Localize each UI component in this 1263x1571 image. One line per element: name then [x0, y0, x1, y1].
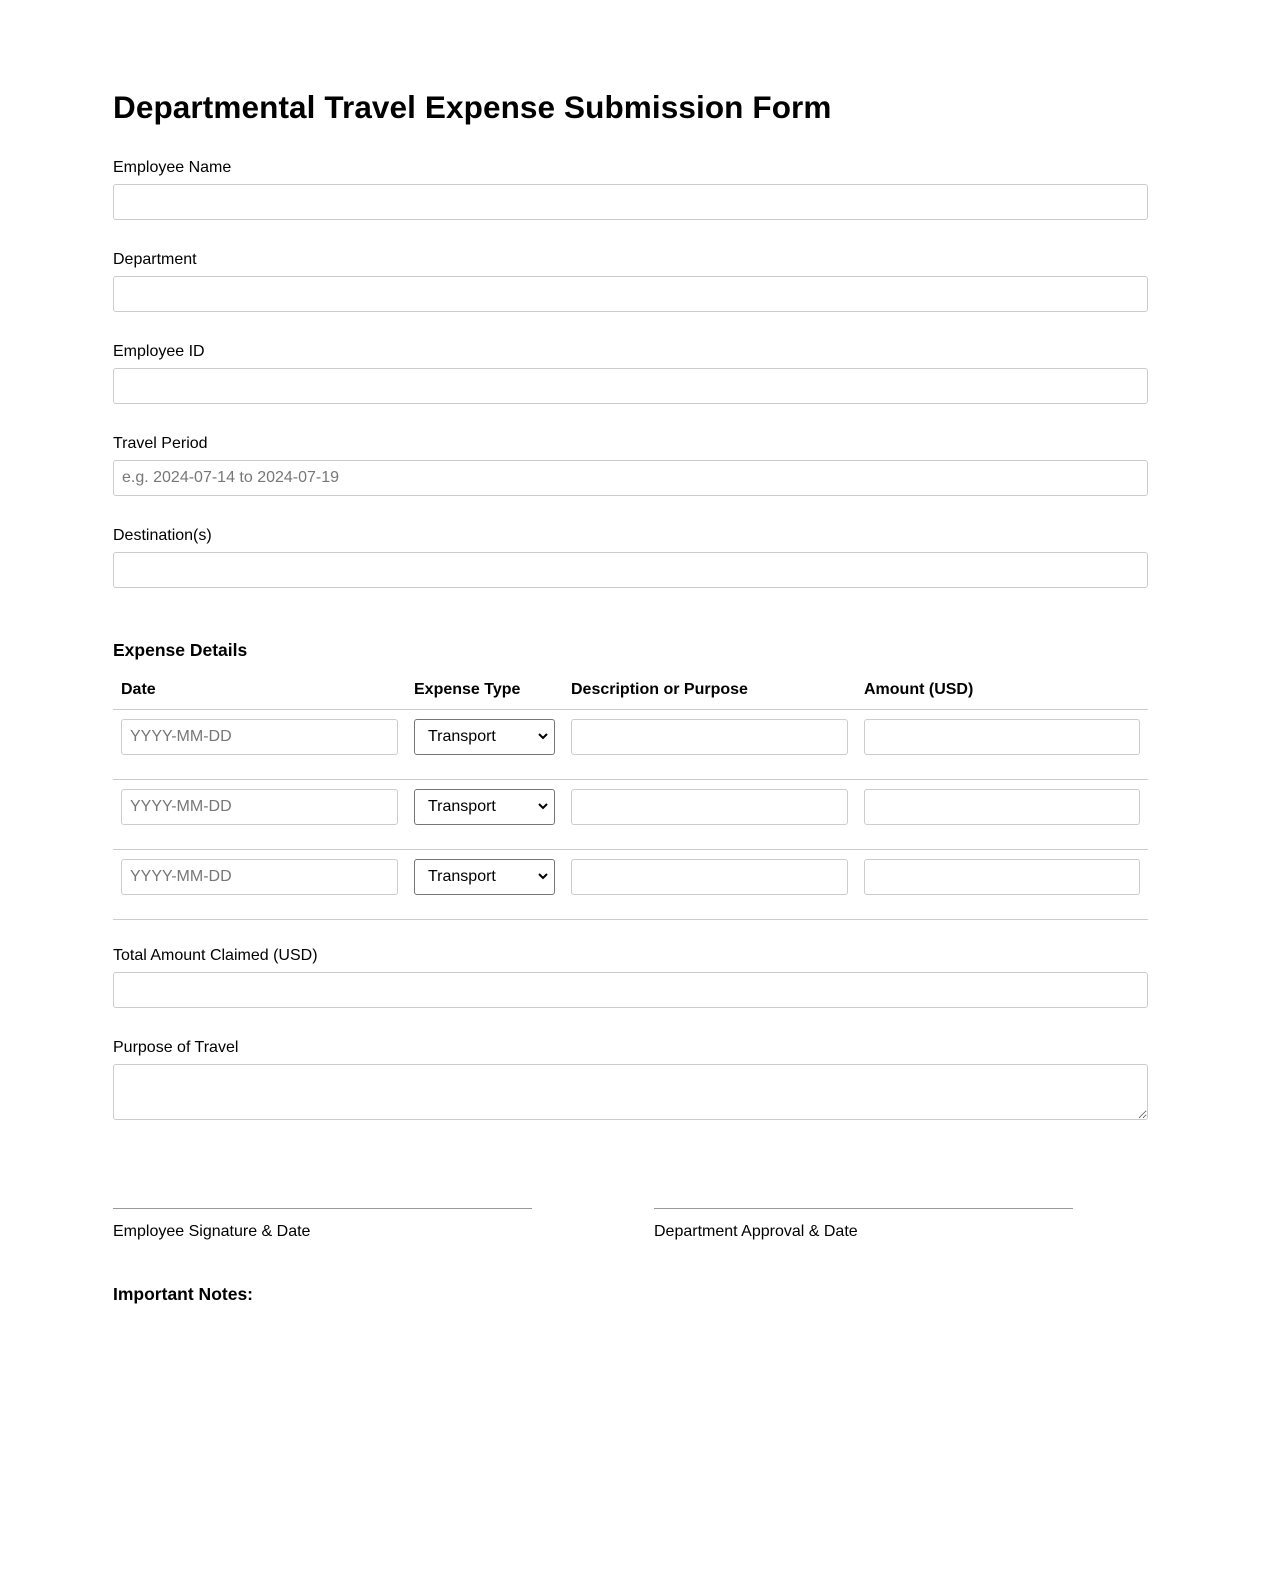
total-amount-input[interactable] — [113, 972, 1148, 1008]
destinations-label: Destination(s) — [113, 527, 212, 544]
employee-signature-label: Employee Signature & Date — [113, 1222, 311, 1240]
expense-type-value: Transport — [428, 867, 496, 885]
employee-id-group — [113, 343, 1148, 404]
employee-name-input[interactable] — [113, 184, 1148, 220]
employee-signature-block — [113, 1208, 532, 1241]
column-header-date: Date — [113, 671, 406, 709]
expense-amount-input[interactable] — [864, 859, 1140, 895]
expense-details-section — [113, 640, 1148, 920]
expense-table-header — [113, 671, 1148, 709]
purpose-of-travel-group — [113, 1039, 1148, 1120]
destinations-input[interactable] — [113, 552, 1148, 588]
description-cell — [563, 779, 856, 849]
column-header-amount: Amount (USD) — [856, 671, 1148, 709]
column-header-expense-type: Expense Type — [406, 671, 563, 709]
table-row — [113, 779, 1148, 849]
expense-table — [113, 671, 1148, 920]
page-title: Departmental Travel Expense Submission Form — [113, 89, 832, 125]
expense-description-input[interactable] — [571, 789, 848, 825]
expense-type-select[interactable] — [414, 859, 555, 895]
expense-date-input[interactable] — [121, 859, 398, 895]
travel-period-label: Travel Period — [113, 435, 208, 452]
travel-period-group — [113, 435, 1148, 496]
expense-details-title: Expense Details — [113, 640, 248, 660]
employee-id-input[interactable] — [113, 368, 1148, 404]
expense-amount-input[interactable] — [864, 789, 1140, 825]
expense-type-cell — [406, 779, 563, 849]
travel-period-input[interactable] — [113, 460, 1148, 496]
expense-type-select[interactable] — [414, 789, 555, 825]
expense-date-input[interactable] — [121, 789, 398, 825]
department-approval-label: Department Approval & Date — [654, 1222, 858, 1240]
total-amount-group — [113, 947, 1148, 1008]
department-approval-block — [654, 1208, 1073, 1241]
chevron-down-icon — [537, 720, 549, 754]
amount-cell — [856, 849, 1148, 919]
date-cell — [113, 779, 406, 849]
chevron-down-icon — [537, 860, 549, 894]
chevron-down-icon — [537, 790, 549, 824]
amount-cell — [856, 709, 1148, 779]
department-label: Department — [113, 251, 197, 268]
employee-name-label: Employee Name — [113, 159, 232, 176]
employee-name-group — [113, 159, 1148, 220]
description-cell — [563, 709, 856, 779]
expense-type-cell — [406, 849, 563, 919]
department-approval-line — [654, 1208, 1073, 1209]
department-input[interactable] — [113, 276, 1148, 312]
table-row — [113, 709, 1148, 779]
purpose-of-travel-label: Purpose of Travel — [113, 1038, 239, 1056]
table-row — [113, 849, 1148, 919]
date-cell — [113, 849, 406, 919]
employee-signature-line — [113, 1208, 532, 1209]
total-amount-label: Total Amount Claimed (USD) — [113, 946, 318, 964]
expense-type-select[interactable] — [414, 719, 555, 755]
description-cell — [563, 849, 856, 919]
important-notes-title: Important Notes: — [113, 1283, 253, 1304]
department-group — [113, 251, 1148, 312]
expense-amount-input[interactable] — [864, 719, 1140, 755]
amount-cell — [856, 779, 1148, 849]
employee-id-label: Employee ID — [113, 343, 205, 360]
column-header-description: Description or Purpose — [563, 671, 856, 709]
expense-type-cell — [406, 709, 563, 779]
expense-date-input[interactable] — [121, 719, 398, 755]
expense-type-value: Transport — [428, 797, 496, 815]
destinations-group — [113, 527, 1148, 588]
expense-description-input[interactable] — [571, 719, 848, 755]
signature-row — [113, 1208, 1148, 1268]
expense-type-value: Transport — [428, 727, 496, 745]
purpose-of-travel-textarea[interactable] — [113, 1064, 1148, 1120]
expense-description-input[interactable] — [571, 859, 848, 895]
date-cell — [113, 709, 406, 779]
